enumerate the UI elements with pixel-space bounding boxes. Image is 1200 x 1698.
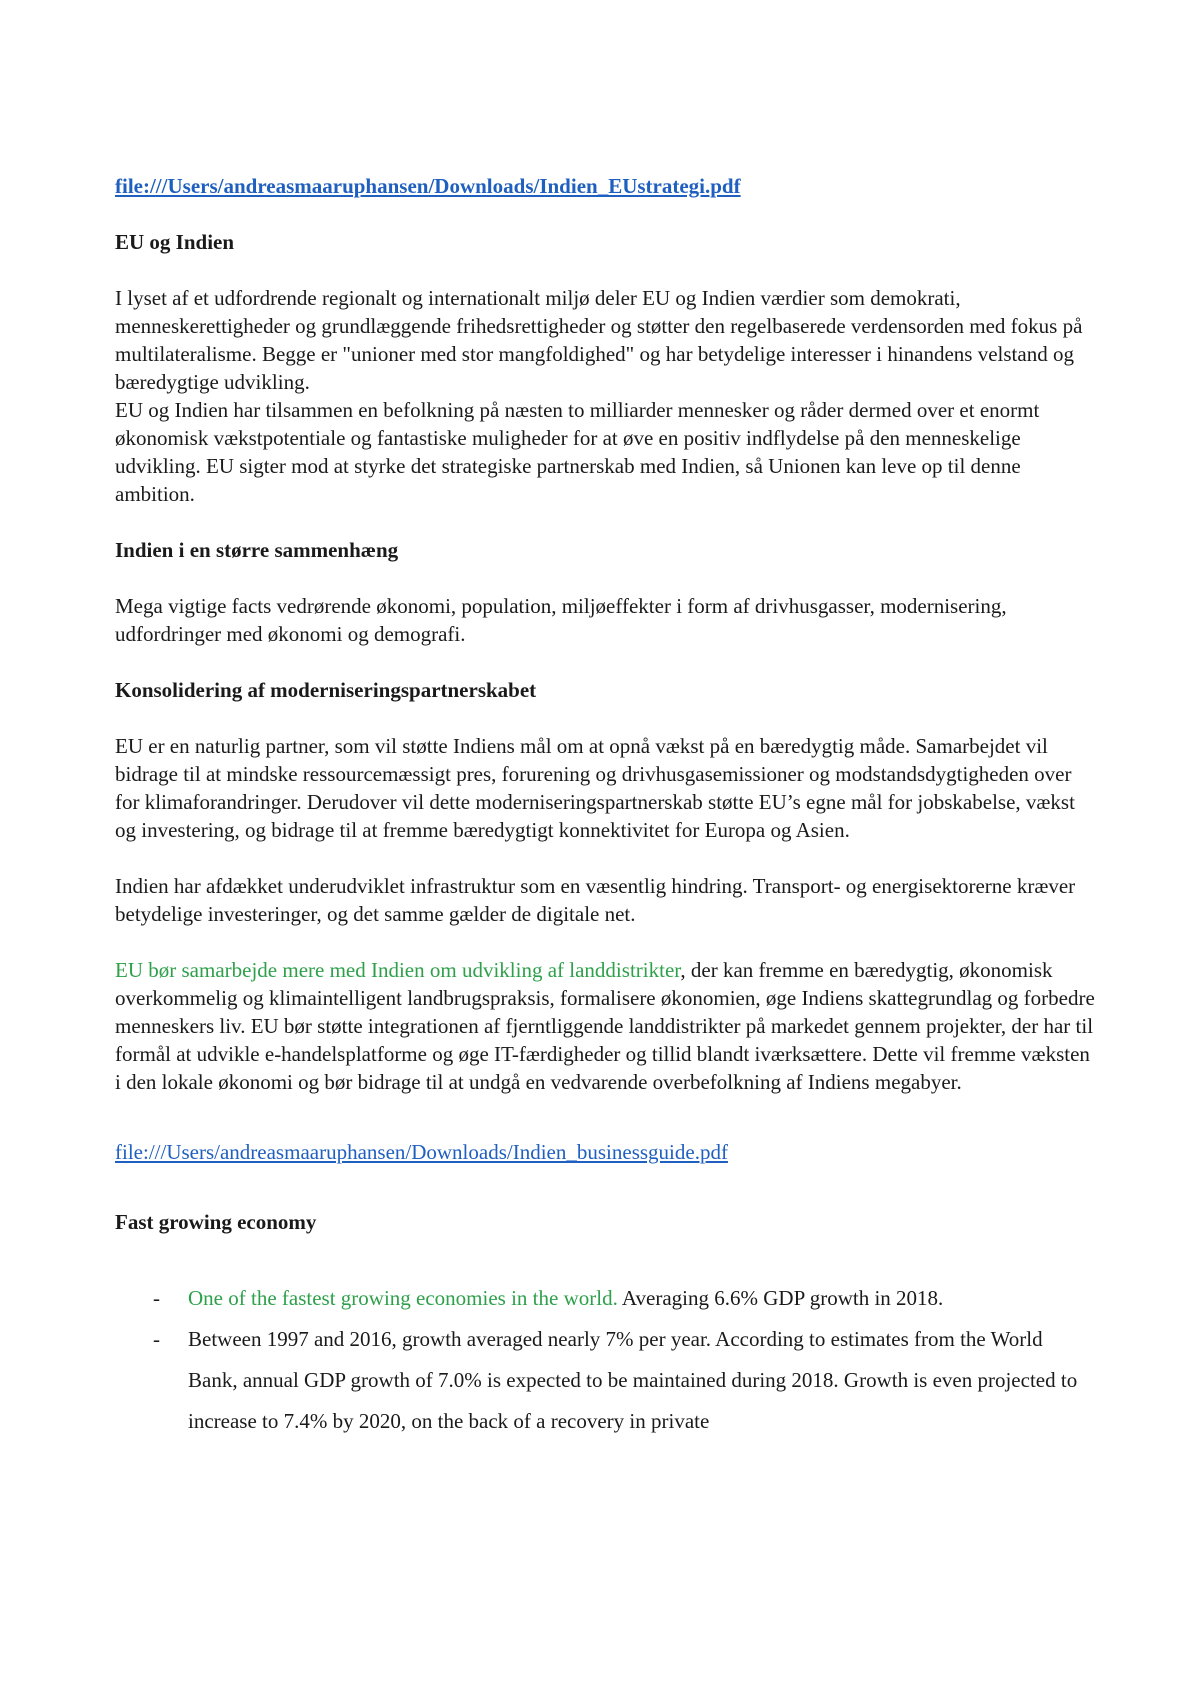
paragraph-with-highlight [115,956,1095,1096]
paragraph: EU og Indien har tilsammen en befolkning på næsten to milliarder mennesker og råder dermed over et enormt økonomisk vækstpotentiale og fantastiske muligheder for at øve en positiv indflydelse på den menneskelige udvikling. EU sigter mod at styrke det strategiske partnerskab med Indien, så Unionen kan leve op til denne ambition. [115,398,1040,506]
section-heading-indien-storre-sammenhaeng: Indien i en større sammenhæng [115,538,399,562]
bullet-dash: - [153,1286,160,1310]
section-heading-fast-growing-economy: Fast growing economy [115,1210,317,1234]
list-item-text: Between 1997 and 2016, growth averaged nearly 7% per year. According to estimates from the World Bank, annual GDP growth of 7.0% is expected to be maintained during 2018. Growth is even projected to increase to 7.4% by 2020, on the back of a recovery in private [188,1327,1078,1433]
highlighted-text: EU bør samarbejde mere med Indien om udvikling af landdistrikter [115,958,681,982]
list-item [115,1319,1095,1442]
paragraph: EU er en naturlig partner, som vil støtte Indiens mål om at opnå vækst på en bæredygtig måde. Samarbejdet vil bidrage til at mindske ressourcemæssigt pres, forurening og drivhusgasemissioner og modstandsdygtigheden over for klimaforandringer. Derudover vil dette moderniseringspartnerskab støtte EU’s egne mål for jobskabelse, vækst og investering, og bidrage til at fremme bæredygtigt konnektivitet for Europa og Asien. [115,734,1075,842]
bullet-dash: - [153,1327,160,1351]
list-item-text: Averaging 6.6% GDP growth in 2018. [617,1286,944,1310]
paragraph: Mega vigtige facts vedrørende økonomi, population, miljøeffekter i form af drivhusgasser, modernisering, udfordringer med økonomi og demografi. [115,594,1007,646]
list-item [115,1278,1095,1319]
section-heading-eu-og-indien: EU og Indien [115,230,235,254]
section-heading-konsolidering: Konsolidering af moderniseringspartnerskabet [115,678,537,702]
highlighted-text: One of the fastest growing economies in the world. [188,1286,618,1310]
paragraph-text: , der kan fremme en bæredygtig, økonomisk overkommelig og klimaintelligent landbrugspraksis, formalisere økonomien, øge Indiens skattegrundlag og forbedre menneskers liv. EU bør støtte integrationen af fjerntliggende landdistrikter på markedet gennem projekter, der har til formål at udvikle e-handelsplatforme og øge IT-færdigheder og tillid blandt iværksættere. Dette vil fremme væksten i den lokale økonomi og bør bidrage til at undgå en vedvarende overbefolkning af Indiens megabyer. [115,958,1095,1094]
bullet-list [115,1278,1095,1442]
pdf-link-business-guide[interactable]: file:///Users/andreasmaaruphansen/Downloads/Indien_businessguide.pdf [115,1140,728,1164]
pdf-link-eu-strategy[interactable]: file:///Users/andreasmaaruphansen/Downloads/Indien_EUstrategi.pdf [115,174,741,198]
paragraph: Indien har afdækket underudviklet infrastruktur som en væsentlig hindring. Transport- og energisektorerne kræver betydelige investeringer, og det samme gælder de digitale net. [115,874,1076,926]
document-body [115,172,1095,1442]
paragraph: I lyset af et udfordrende regionalt og internationalt miljø deler EU og Indien værdier som demokrati, menneskerettigheder og grundlæggende frihedsrettigheder og støtter den regelbaserede verdensorden med fokus på multilateralisme. Begge er "unioner med stor mangfoldighed" og har betydelige interesser i hinandens velstand og bæredygtige udvikling. [115,286,1083,394]
